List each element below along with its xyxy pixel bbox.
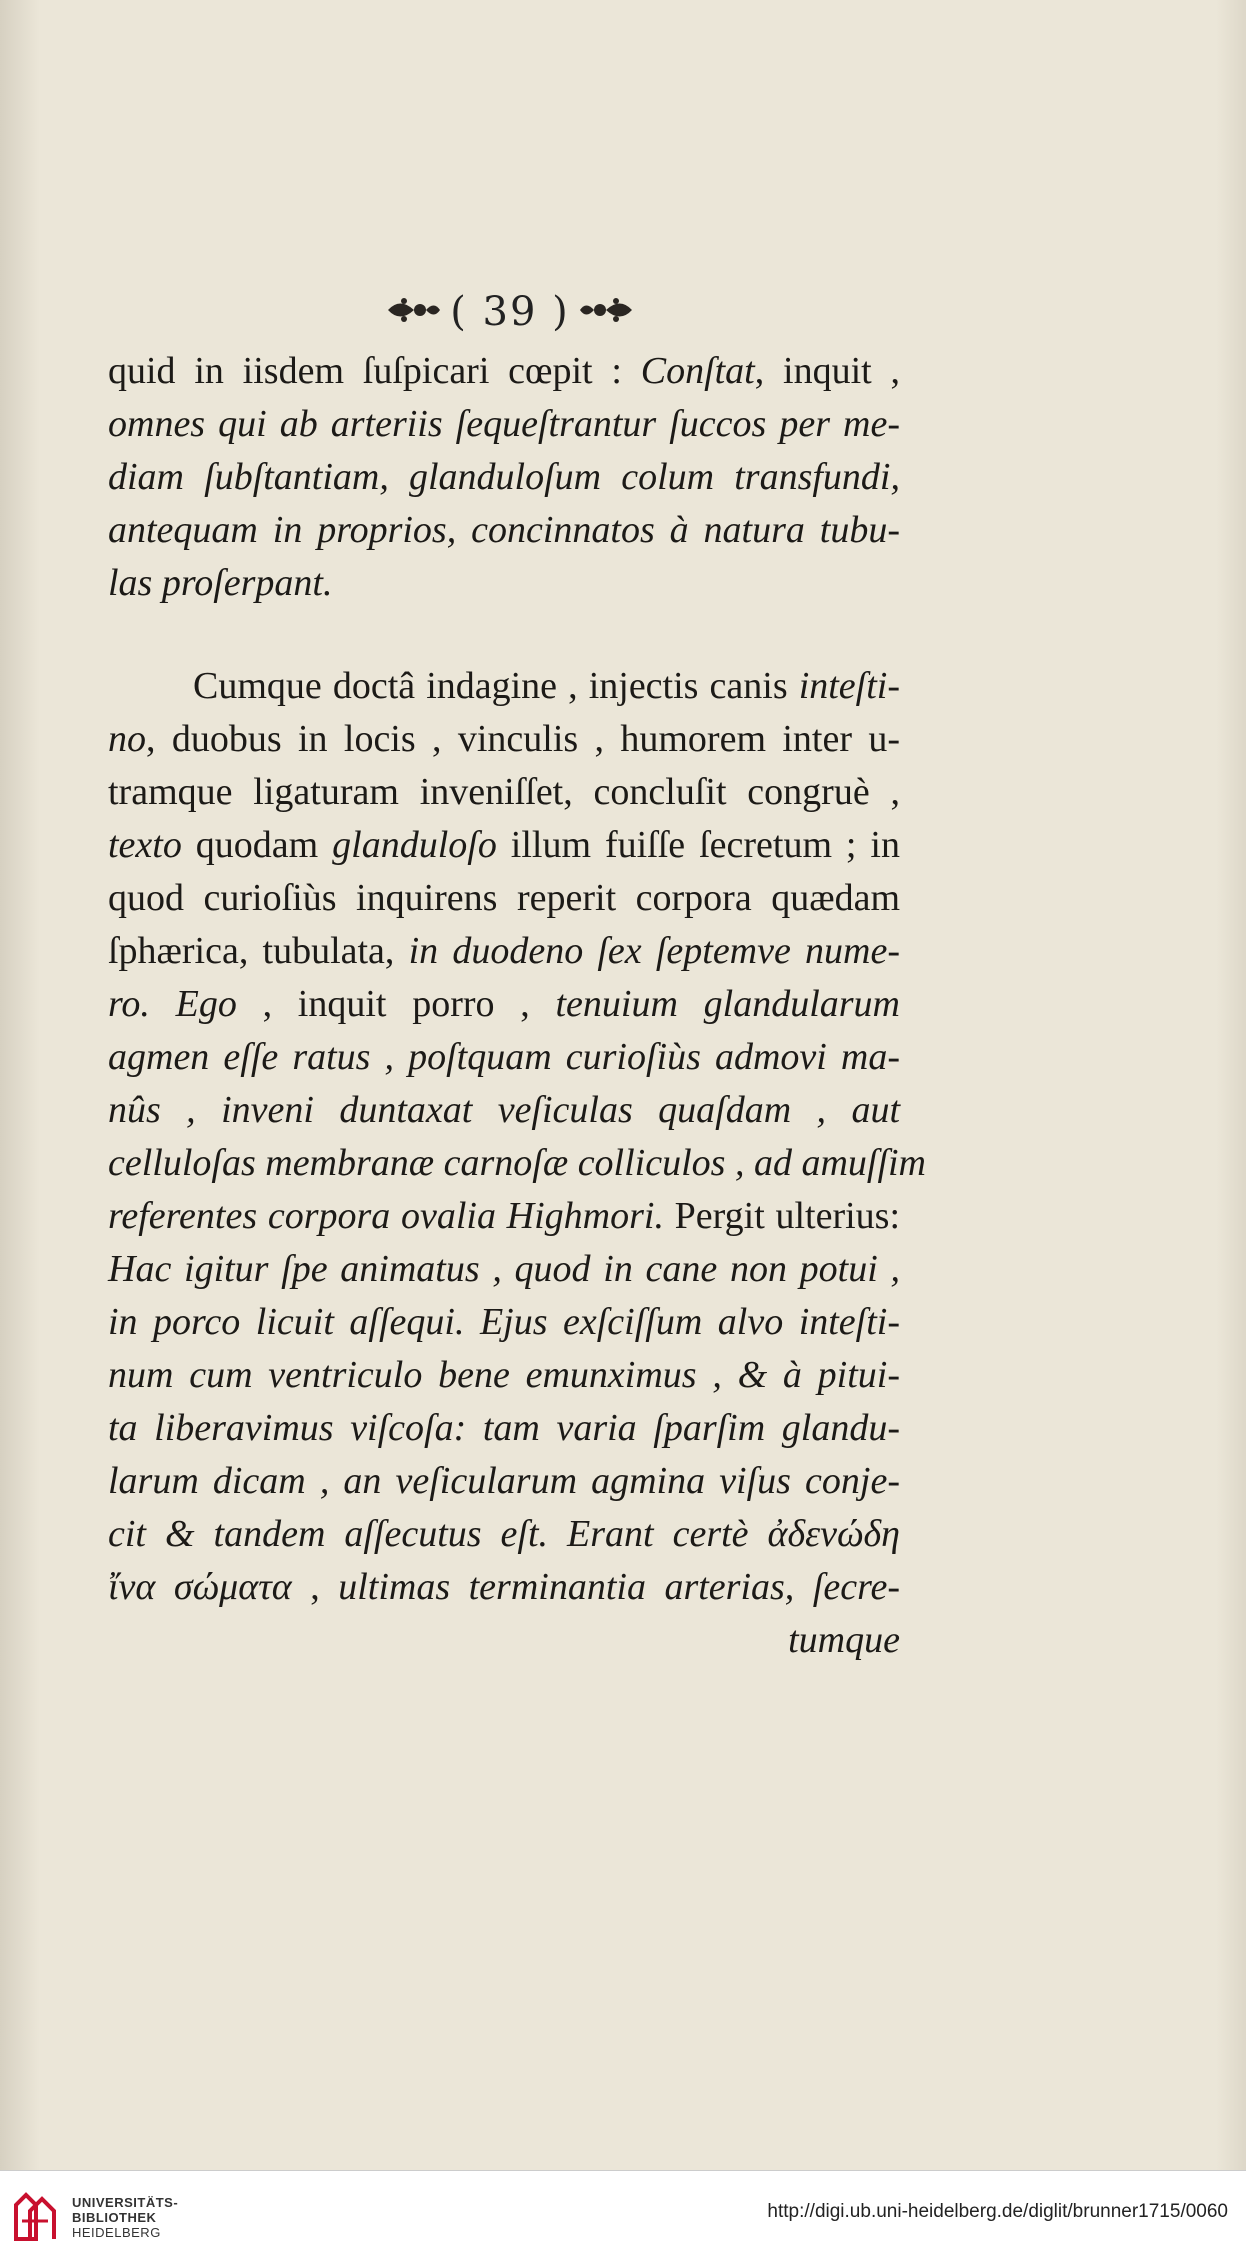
text-line [108,925,900,978]
text-segment: inteſti- [798,665,900,707]
text-line [108,1508,900,1561]
text-segment: ta liberavimus viſcoſa: tam varia ſparſim glandu- [108,1407,900,1449]
permalink-url[interactable]: http://digi.ub.uni-heidelberg.de/diglit/brunner1715/0060 [767,2201,1228,2222]
text-line [108,557,900,610]
text-line [108,1561,900,1614]
viewer-footer [0,2170,1246,2261]
text-line [108,1190,900,1243]
text-line [108,978,900,1031]
text-segment: illum fuiſſe ſecretum ; in [496,824,900,866]
library-name-line1: UNIVERSITÄTS- [72,2195,179,2210]
text-segment: ſphærica, tubulata, [108,930,409,972]
text-line [108,660,900,713]
text-line [108,398,900,451]
text-segment: , inquit , [754,350,900,392]
text-line [108,1349,900,1402]
text-segment: Ejus exſciſſum alvo inteſti- [479,1301,900,1343]
text-line [108,1031,900,1084]
text-segment: las proſerpant. [108,562,333,604]
text-segment: texto [108,824,182,866]
text-segment: glanduloſo [332,824,497,866]
text-segment: Hac igitur ſpe animatus , quod in cane non potui , [108,1248,900,1290]
text-line [108,713,900,766]
library-name [72,2195,178,2240]
text-line [108,1455,900,1508]
text-segment: in porco licuit aſſequi. [108,1301,465,1343]
ub-heidelberg-logo [12,2191,64,2243]
text-segment: , [291,1566,339,1608]
page-gutter-shadow [0,0,40,2170]
text-segment: ultimas terminantia arterias, ſecre- [338,1566,900,1608]
text-line [108,1614,900,1667]
text-line [108,1137,927,1190]
text-segment: larum dicam , an veſicularum agmina viſus conje- [108,1460,900,1502]
text-segment: quodam [181,824,333,866]
text-segment: ἴνα σώματα [108,1566,292,1608]
text-line [108,345,900,398]
text-segment: diam ſubſtantiam, glanduloſum colum transfundi, [108,456,900,498]
text-segment: num cum ventriculo bene emunximus , & à pitui- [108,1354,900,1396]
text-segment [464,1301,480,1343]
text-segment: quid in iisdem ſuſpicari cœpit : [108,350,641,392]
text-segment: celluloſas membranæ carnoſæ colliculos , ad amuſſim [108,1142,927,1184]
text-segment: agmen eſſe ratus , poſtquam curioſiùs admovi ma- [108,1036,900,1078]
body-text [108,345,927,1667]
text-segment: tramque ligaturam inveniſſet, concluſit congruè , [108,771,900,813]
text-line [108,1084,900,1137]
text-segment: cit & tandem aſſecutus eſt. [108,1513,549,1555]
text-segment: nûs , inveni duntaxat veſiculas quaſdam , aut [108,1089,900,1131]
text-line [108,872,900,925]
text-segment: , inquit porro , [236,983,556,1025]
text-line [108,766,900,819]
text-segment: tenuium glandularum [555,983,901,1025]
text-segment: , duobus in locis , vinculis , humorem inter u- [146,718,900,760]
text-segment: antequam in proprios, concinnatos à natura tubu- [108,509,900,551]
library-name-line2: BIBLIOTHEK [72,2210,157,2225]
text-segment: referentes corpora ovalia Highmori. [108,1195,664,1237]
text-line [108,504,900,557]
text-segment: no [108,718,146,760]
text-segment: Erant certè ἀδενώδη [567,1513,901,1555]
text-segment: quod curioſiùs inquirens reperit corpora quædam [108,877,900,919]
text-segment: ro. [108,983,150,1025]
text-segment: Conſtat [640,350,755,392]
text-line [108,451,900,504]
text-line [108,1402,900,1455]
fleuron-right-icon [578,295,634,329]
text-segment: Cumque doctâ indagine , injectis canis [193,665,799,707]
text-line [108,819,900,872]
text-segment [548,1513,567,1555]
running-header [370,282,650,342]
text-line [108,1296,900,1349]
fleuron-left-icon [386,295,442,329]
paragraph-gap [108,610,900,660]
text-segment [150,983,176,1025]
text-segment: omnes qui ab arteriis ſequeſtrantur ſuccos per me- [108,403,900,445]
text-segment: tumque [788,1619,900,1661]
page-edge-shadow [1216,0,1246,2170]
page-number: ( 39 ) [450,289,570,335]
library-name-line3: HEIDELBERG [72,2225,161,2240]
text-segment: Pergit ulterius: [663,1195,901,1237]
text-segment: in duodeno ſex ſeptemve nume- [408,930,900,972]
text-segment: Ego [175,983,237,1025]
text-line [108,1243,900,1296]
